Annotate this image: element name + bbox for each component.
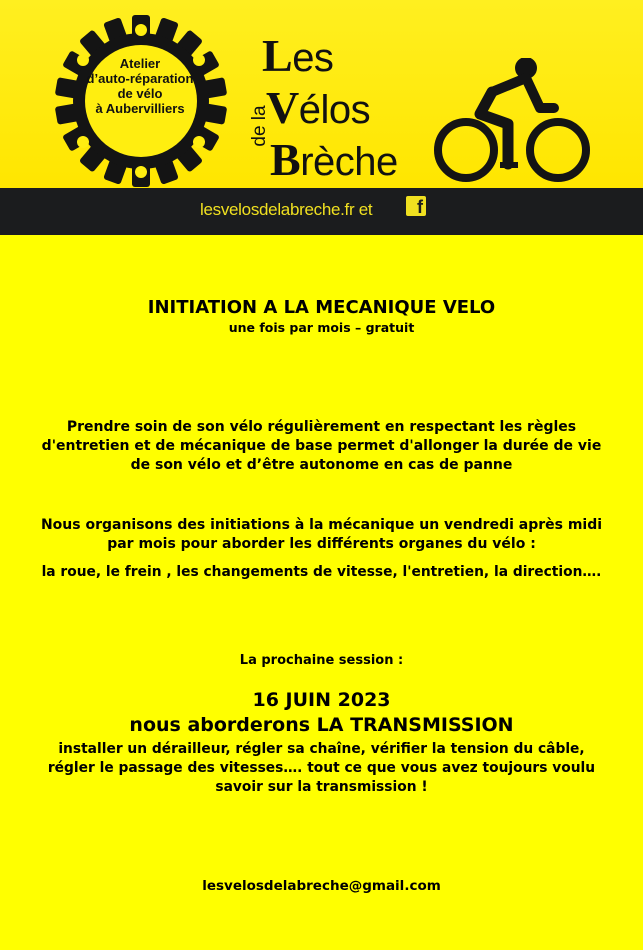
organisation-line: par mois pour aborder les différents organes du vélo : [107,536,536,552]
contact-email[interactable]: lesvelosdelabreche@gmail.com [202,878,441,894]
facebook-icon[interactable]: f [406,196,426,216]
brand-les-rest: es [292,36,334,80]
session-date: 16 JUIN 2023 [252,689,391,711]
brand-de-la: de la [249,105,270,147]
tagline-line: de vélo [117,86,163,101]
intro-line: de son vélo et d’être autonome en cas de panne [130,457,513,473]
details-line: savoir sur la transmission ! [215,779,428,795]
intro-line: Prendre soin de son vélo régulièrement en respectant les règles [66,419,577,435]
session-details [0,740,643,797]
website-link[interactable]: lesvelosdelabreche.fr et [200,200,373,219]
tagline-line: à Aubervilliers [95,101,185,116]
details-line: régler le passage des vitesses…. tout ce que vous avez toujours voulu [47,760,596,776]
brand-velos-rest: élos [298,88,371,132]
tagline-line: d’auto-réparation [86,71,194,86]
tagline-line: Atelier [119,56,161,71]
next-session-label: La prochaine session : [239,653,404,668]
page-subtitle: une fois par mois – gratuit [228,320,415,335]
page-title: INITIATION A LA MECANIQUE VELO [147,297,496,318]
session-topic: nous aborderons LA TRANSMISSION [129,714,514,736]
workshop-tagline [78,56,202,116]
website-bar [0,188,643,235]
intro-line: d'entretien et de mécanique de base permet d'allonger la durée de vie [41,438,602,454]
organisation-paragraph [0,516,643,554]
intro-paragraph [0,418,643,475]
brand-line-les: Les [262,30,334,81]
cyclist-icon [434,58,590,188]
brand-line-breche: Brèche [270,134,398,185]
details-line: installer un dérailleur, régler sa chaîne, vérifier la tension du câble, [58,741,585,757]
bike-organs-list: la roue, le frein , les changements de vitesse, l'entretien, la direction…. [41,564,602,580]
brand-line-velos: Vélos [266,82,371,133]
organisation-line: Nous organisons des initiations à la mécanique un vendredi après midi [40,517,603,533]
brand-breche-rest: rèche [300,140,398,184]
